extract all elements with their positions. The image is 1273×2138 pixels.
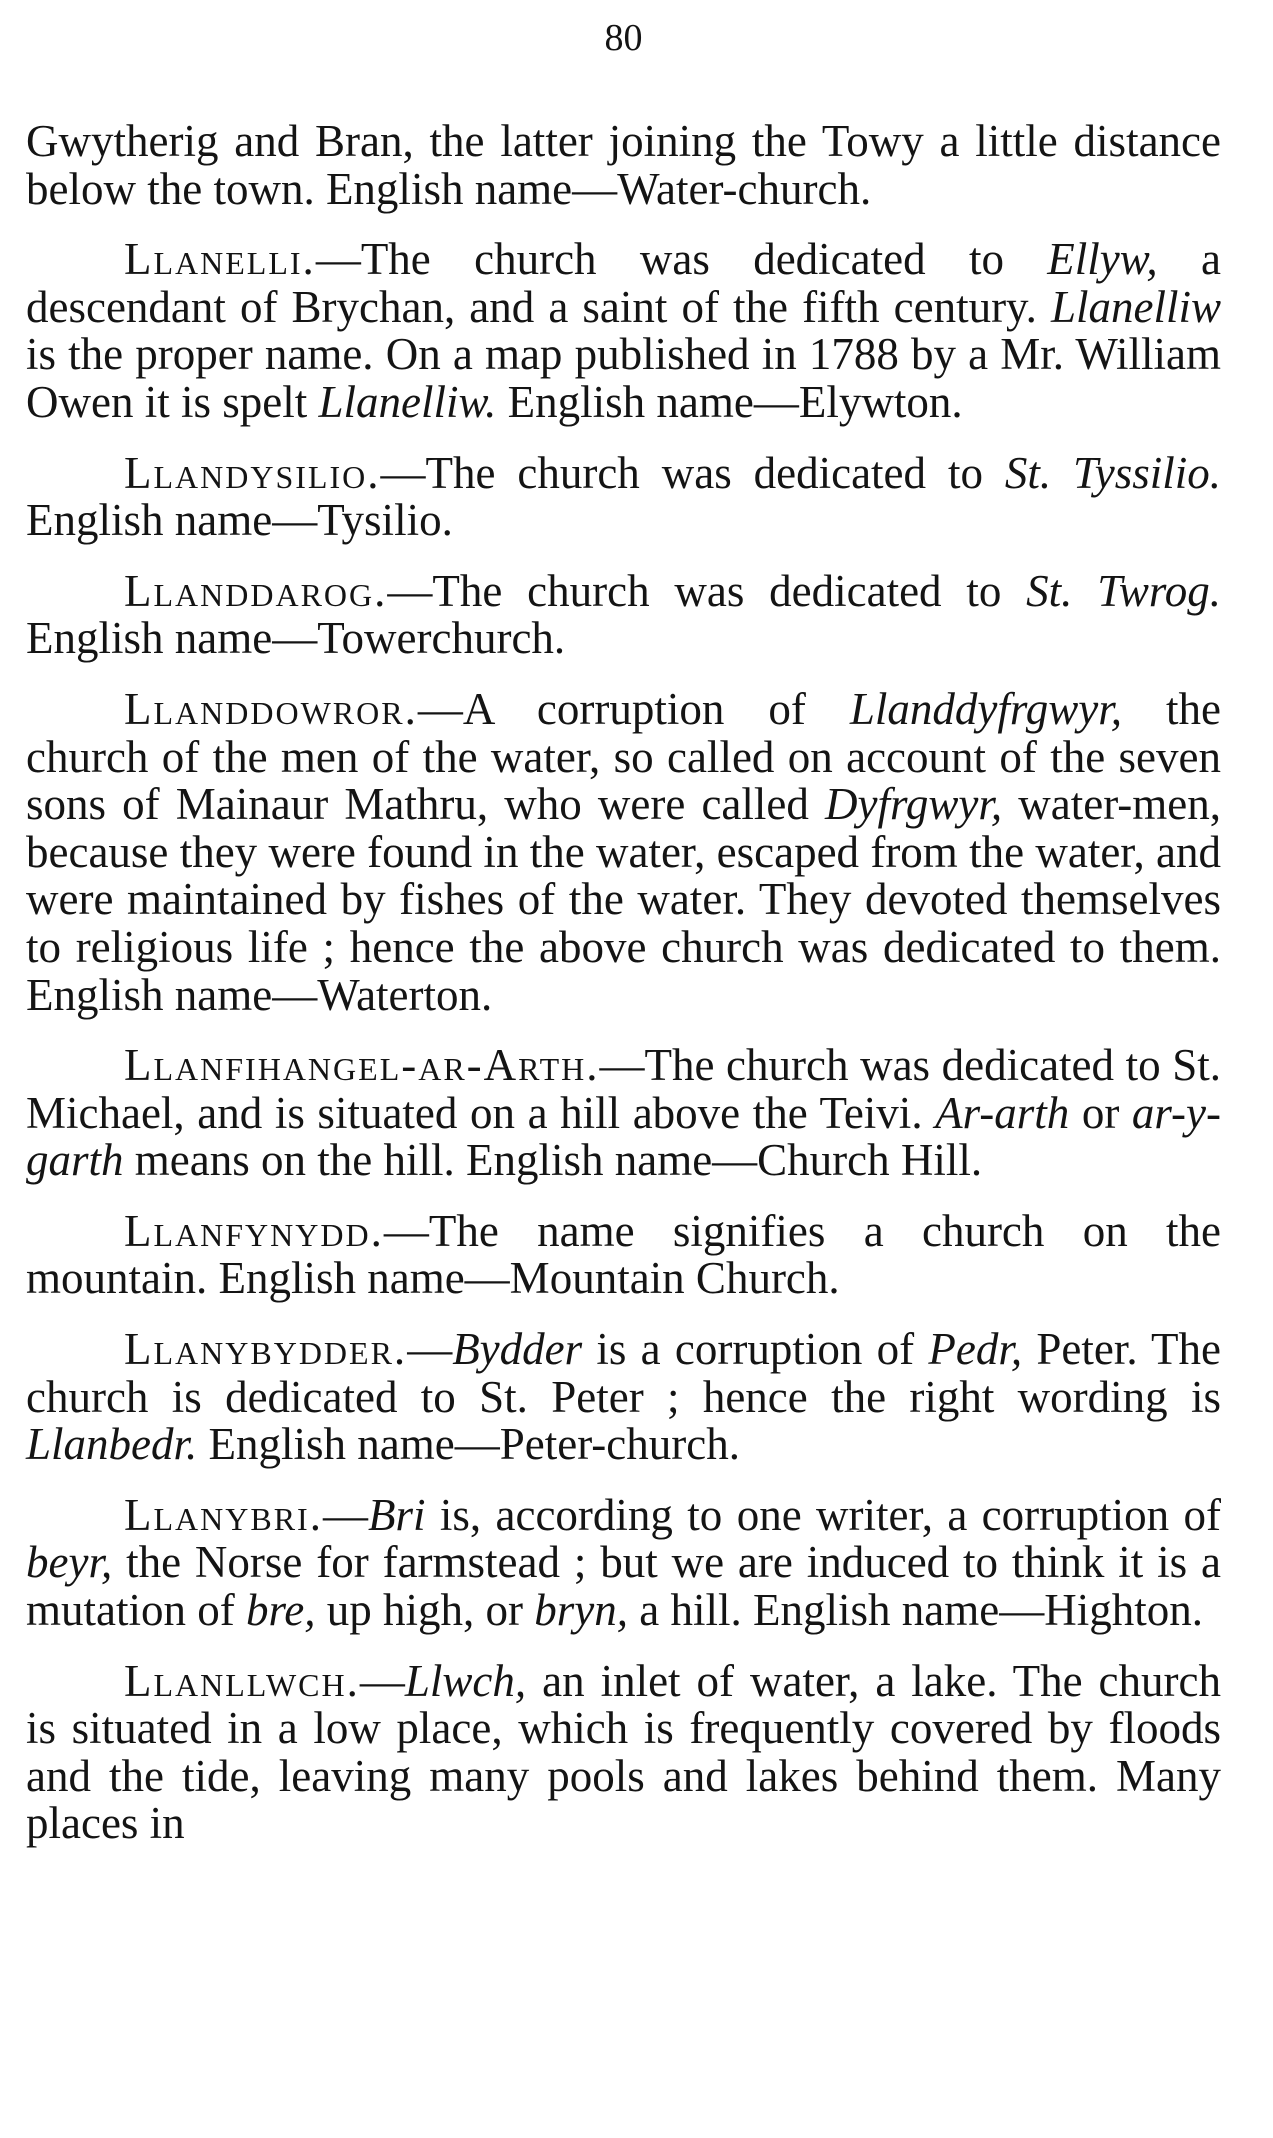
body-text: a descendant of Brychan, and a saint of the fifth century. bbox=[26, 234, 1221, 332]
entry-heading: Llanddarog. bbox=[124, 565, 388, 616]
body-text: water-men, because they were found in the water, escaped from the water, and were maintained by fishes of the water. They devoted themselves to religious life ; hence the above church was dedicated to them. English name—Waterton. bbox=[26, 779, 1221, 1020]
italic-term: Ar-arth bbox=[935, 1087, 1070, 1138]
entry-heading: Llanddowror. bbox=[124, 683, 418, 734]
italic-term: St. Tyssilio. bbox=[1004, 447, 1221, 498]
body-text: English name—Peter-church. bbox=[197, 1419, 740, 1470]
body-text: means on the hill. English name—Church Hill. bbox=[123, 1135, 983, 1186]
body-text: a hill. English name—Highton. bbox=[628, 1585, 1203, 1636]
italic-term: Llwch, bbox=[404, 1655, 527, 1706]
body-text: Peter. The church is dedicated to St. Peter ; hence the right wording is bbox=[26, 1324, 1221, 1422]
italic-term: Dyfrgwyr, bbox=[825, 779, 1003, 830]
entry-llanllwch bbox=[26, 1655, 1221, 1849]
italic-term: Pedr, bbox=[928, 1324, 1023, 1375]
body-text: English name—Tysilio. bbox=[26, 495, 453, 546]
body-text: is, according to one writer, a corruption of bbox=[425, 1489, 1221, 1540]
italic-term: Ellyw, bbox=[1047, 234, 1158, 285]
body-text: the church of the men of the water, so called on account of the seven sons of Mainaur Mathru, who were called bbox=[26, 683, 1221, 830]
italic-term: St. Twrog. bbox=[1026, 565, 1221, 616]
body-text: is the proper name. On a map published in 1788 by a Mr. William Owen it is spelt bbox=[26, 329, 1221, 427]
body-text: an inlet of water, a lake. The church is situated in a low place, which is frequently covered by floods and the tide, leaving many pools and lakes behind them. Many places in bbox=[26, 1655, 1221, 1849]
body-text: —The church was dedicated to St. Michael, and is situated on a hill above the Teivi. bbox=[26, 1040, 1221, 1138]
italic-term: Llanelliw bbox=[1050, 281, 1221, 332]
entry-heading: Llanllwch. bbox=[124, 1655, 360, 1706]
entry-heading: Llanfynydd. bbox=[124, 1205, 384, 1256]
body-text: —The church was dedicated to bbox=[387, 565, 1027, 616]
entry-heading: Llanelli. bbox=[124, 234, 316, 285]
italic-term: bryn, bbox=[534, 1585, 629, 1636]
entry-llanelli bbox=[26, 236, 1221, 426]
entry-llanybri bbox=[26, 1489, 1221, 1636]
italic-term: Bri bbox=[367, 1489, 426, 1540]
italic-term: Llanbedr. bbox=[26, 1419, 198, 1470]
italic-term: Bydder bbox=[452, 1324, 583, 1375]
body-text: is a corruption of bbox=[582, 1324, 929, 1375]
italic-term: beyr, bbox=[26, 1537, 113, 1588]
body-text: the Norse for farmstead ; but we are induced to think it is a mutation of bbox=[26, 1537, 1221, 1636]
body-text: —A corruption of bbox=[417, 683, 850, 734]
body-text: — bbox=[322, 1489, 368, 1540]
italic-term: bre, bbox=[245, 1585, 316, 1636]
entry-heading: Llanybydder. bbox=[124, 1324, 408, 1375]
entry-heading: Llanfihangel-ar-Arth. bbox=[124, 1040, 600, 1091]
body-text: English name—Towerchurch. bbox=[26, 613, 566, 664]
page-number: 80 bbox=[604, 17, 643, 59]
entry-llanybydder bbox=[26, 1326, 1221, 1469]
body-text: —The church was dedicated to bbox=[315, 234, 1048, 285]
entry-llanddowror bbox=[26, 683, 1221, 1020]
body-text: —The church was dedicated to bbox=[380, 447, 1005, 498]
italic-term: Llanelliw. bbox=[318, 376, 497, 427]
body-text: —The name signifies a church on the mountain. English name—Mountain Church. bbox=[26, 1205, 1221, 1304]
entry-llanfynydd bbox=[26, 1205, 1221, 1304]
paragraph-continuation bbox=[26, 118, 1221, 213]
body-text: English name—Elywton. bbox=[496, 376, 963, 427]
entry-llanfihangel-ar-arth bbox=[26, 1042, 1221, 1185]
italic-term: Llanddyfrgwyr, bbox=[849, 683, 1122, 734]
entry-llandysilio bbox=[26, 447, 1221, 546]
body-text: or bbox=[1069, 1087, 1132, 1138]
body-text: — bbox=[407, 1324, 453, 1375]
body-text: Gwytherig and Bran, the latter joining the Towy a little distance below the town. English name—Water-church. bbox=[26, 116, 1221, 214]
italic-term: ar-y-garth bbox=[26, 1087, 1221, 1186]
body-text: up high, or bbox=[315, 1585, 535, 1636]
entry-heading: Llanybri. bbox=[124, 1489, 323, 1540]
body-text: — bbox=[359, 1655, 405, 1706]
entry-llanddarog bbox=[26, 565, 1221, 664]
entry-heading: Llandysilio. bbox=[124, 447, 381, 498]
